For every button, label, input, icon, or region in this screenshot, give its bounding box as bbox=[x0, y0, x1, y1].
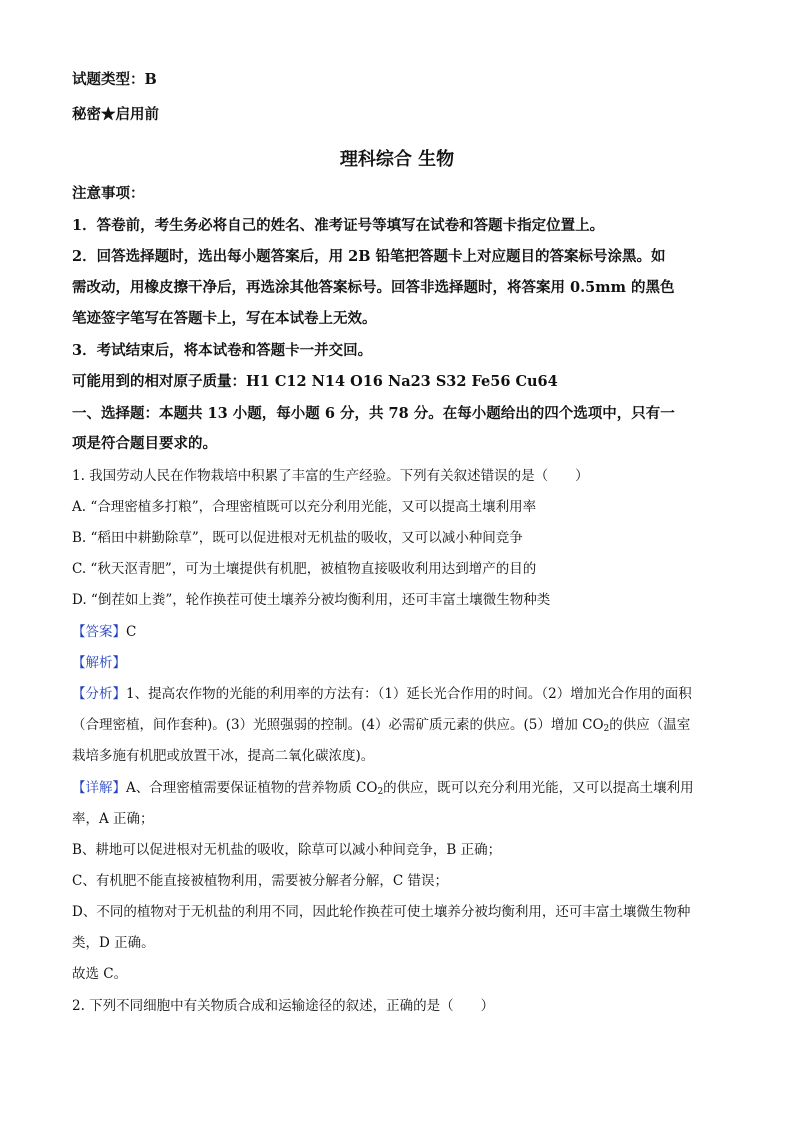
question-1-stem: 1. 我国劳动人民在作物栽培中积累了丰富的生产经验。下列有关叙述错误的是（ ） bbox=[72, 468, 589, 484]
answer-value: C bbox=[126, 624, 137, 640]
notice-heading: 注意事项： bbox=[72, 185, 145, 202]
analysis-tag: 【解析】 bbox=[72, 655, 126, 671]
xiangjie-option-d-line-2: 类，D 正确。 bbox=[72, 935, 155, 951]
co2-subscript: 2 bbox=[603, 724, 610, 734]
xiangjie-option-c: C、有机肥不能直接被植物利用，需要被分解者分解，C 错误； bbox=[72, 873, 448, 889]
fenxi-tag: 【分析】 bbox=[72, 686, 126, 702]
secret-label: 秘密★启用前 bbox=[72, 106, 159, 123]
answer-line bbox=[72, 620, 724, 640]
notice-item-2-line-1: 2．回答选择题时，选出每小题答案后，用 2B 铅笔把答题卡上对应题目的答案标号涂黑。如 bbox=[72, 248, 666, 265]
question-1-option-d: D. “倒茬如上粪”，轮作换茬可使土壤养分被均衡利用，还可丰富土壤微生物种类 bbox=[72, 592, 551, 608]
xiangjie-tag: 【详解】 bbox=[72, 780, 126, 796]
fenxi-line-2 bbox=[72, 713, 724, 734]
co2-subscript-2: 2 bbox=[377, 787, 384, 797]
question-1-option-a: A. “合理密植多打粮”，合理密植既可以充分利用光能，又可以提高土壤利用率 bbox=[72, 499, 537, 515]
fenxi-text-2-tail: 的供应（温室 bbox=[609, 717, 691, 733]
xiangjie-text-1a: A、合理密植需要保证植物的营养物质 CO bbox=[126, 780, 378, 796]
fenxi-line-3: 栽培多施有机肥或放置干冰，提高二氧化碳浓度)。 bbox=[72, 748, 375, 764]
xiangjie-option-d-line-1: D、不同的植物对于无机盐的利用不同，因此轮作换茬可使土壤养分被均衡利用，还可丰富土壤微生物种 bbox=[72, 904, 691, 920]
xiangjie-line-2: 率，A 正确； bbox=[72, 811, 154, 827]
exam-type: 试题类型：B bbox=[72, 71, 157, 88]
conclusion: 故选 C。 bbox=[72, 966, 128, 982]
fenxi-text-2: （合理密植，间作套种)。(3）光照强弱的控制。(4）必需矿质元素的供应。(5）增加 CO bbox=[72, 717, 604, 733]
answer-tag: 【答案】 bbox=[72, 624, 126, 640]
question-1-option-b: B. “稻田中耕勤除草”，既可以促进根对无机盐的吸收，又可以减小种间竞争 bbox=[72, 530, 523, 546]
xiangjie-option-b: B、耕地可以促进根对无机盐的吸收，除草可以减小种间竞争，B 正确； bbox=[72, 842, 502, 858]
notice-item-1: 1．答卷前，考生务必将自己的姓名、准考证号等填写在试卷和答题卡指定位置上。 bbox=[72, 217, 605, 234]
notice-item-2-line-2: 需改动，用橡皮擦干净后，再选涂其他答案标号。回答非选择题时，将答案用 0.5mm 的黑色 bbox=[72, 279, 675, 296]
section-heading-line-2: 项是符合题目要求的。 bbox=[72, 435, 217, 452]
notice-item-3: 3．考试结束后，将本试卷和答题卡一并交回。 bbox=[72, 342, 373, 359]
section-heading-line-1: 一、选择题：本题共 13 小题，每小题 6 分，共 78 分。在每小题给出的四个选项中，只有一 bbox=[72, 405, 675, 422]
xiangjie-text-1b: 的供应，既可以充分利用光能，又可以提高土壤利用 bbox=[383, 780, 694, 796]
question-1-option-c: C. “秋天沤青肥”，可为土壤提供有机肥，被植物直接吸收利用达到增产的目的 bbox=[72, 561, 537, 577]
xiangjie-line-1 bbox=[72, 776, 724, 797]
question-2-stem: 2. 下列不同细胞中有关物质合成和运输途径的叙述，正确的是（ ） bbox=[72, 998, 495, 1014]
fenxi-text-1: 1、提高农作物的光能的利用率的方法有：（1）延长光合作用的时间。（2）增加光合作用的面积 bbox=[126, 686, 692, 702]
fenxi-line-1 bbox=[72, 682, 724, 702]
page-title: 理科综合 生物 bbox=[339, 149, 455, 170]
notice-item-2-line-3: 笔迹签字笔写在答题卡上，写在本试卷上无效。 bbox=[72, 310, 377, 327]
atomic-mass: 可能用到的相对原子质量：H1 C12 N14 O16 Na23 S32 Fe56 Cu64 bbox=[72, 373, 558, 390]
